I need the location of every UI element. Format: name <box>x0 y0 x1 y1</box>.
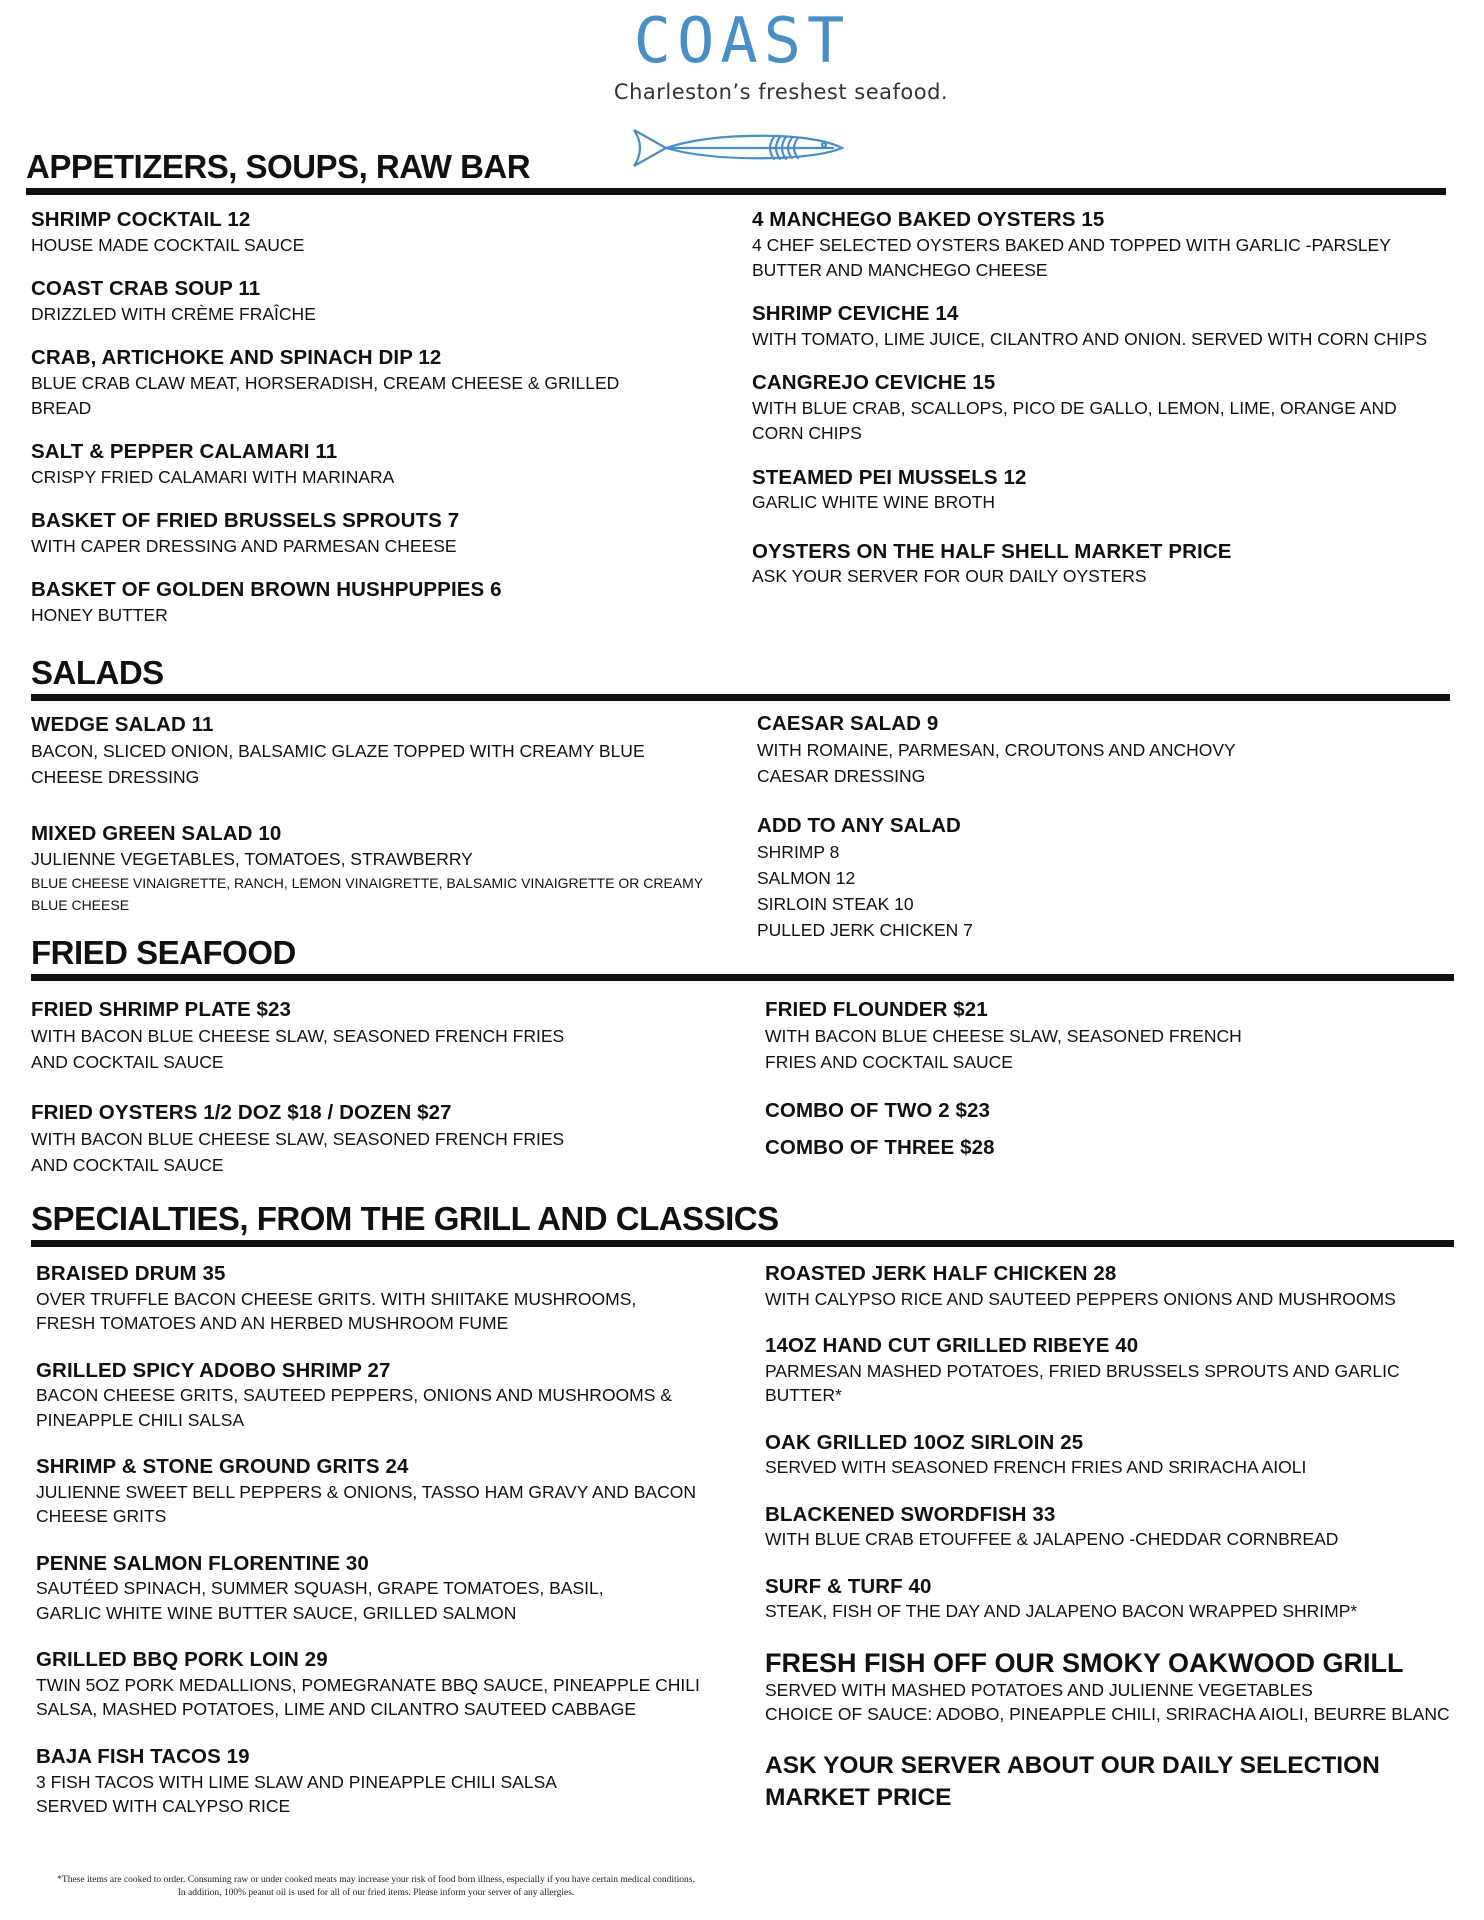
menu-item <box>31 346 671 421</box>
item-desc: OVER TRUFFLE BACON CHEESE GRITS. WITH SHIITAKE MUSHROOMS, FRESH TOMATOES AND AN HERBED MUSHROOM FUME <box>36 1288 637 1334</box>
fish-logo-icon <box>628 124 848 172</box>
item-desc: JULIENNE SWEET BELL PEPPERS & ONIONS, TASSO HAM GRAVY AND BACON CHEESE GRITS <box>36 1481 696 1527</box>
menu-item <box>765 1431 1480 1480</box>
appetizers-left-column <box>31 208 681 628</box>
menu-item <box>765 998 1275 1075</box>
brand-tagline: Charleston’s freshest seafood. <box>613 80 949 104</box>
item-name: ROASTED JERK HALF CHICKEN 28 <box>765 1262 1117 1285</box>
item-desc: BACON, SLICED ONION, BALSAMIC GLAZE TOPPED WITH CREAMY BLUE CHEESE DRESSING <box>31 740 645 787</box>
item-name: OYSTERS ON THE HALF SHELL MARKET PRICE <box>752 539 1232 563</box>
menu-item <box>36 1648 736 1722</box>
footnote <box>36 1874 716 1900</box>
footnote-line: *These items are cooked to order. Consuming raw or under cooked meats may increase your risk of food born illness, especially if you have certain medical conditions. <box>57 1875 695 1885</box>
item-name: FRIED OYSTERS 1/2 DOZ $18 / DOZEN $27 <box>31 1101 452 1125</box>
menu-item <box>31 440 681 490</box>
item-name: STEAMED PEI MUSSELS 12 <box>752 465 1027 489</box>
salads-right-column <box>757 712 1317 944</box>
item-desc: PARMESAN MASHED POTATOES, FRIED BRUSSELS SPROUTS AND GARLIC BUTTER* <box>765 1360 1400 1406</box>
item-desc: TWIN 5OZ PORK MEDALLIONS, POMEGRANATE BBQ SAUCE, PINEAPPLE CHILI SALSA, MASHED POTATOES, LIME AND CILANTRO SAUTEED CABBAGE <box>36 1674 700 1720</box>
menu-item <box>31 578 681 628</box>
menu-item <box>752 466 1442 516</box>
section-title-fried-seafood: FRIED SEAFOOD <box>31 934 296 971</box>
item-name: CANGREJO CEVICHE 15 <box>752 371 996 395</box>
salads-left-column <box>31 713 703 917</box>
item-desc: WITH BACON BLUE CHEESE SLAW, SEASONED FRENCH FRIES AND COCKTAIL SAUCE <box>31 1128 565 1175</box>
item-name: BRAISED DRUM 35 <box>36 1262 226 1285</box>
fried-right-column <box>765 998 1275 1160</box>
item-desc: GARLIC WHITE WINE BROTH <box>752 492 996 513</box>
item-desc: CRISPY FRIED CALAMARI WITH MARINARA <box>31 466 395 487</box>
section-title-salads: SALADS <box>31 654 164 691</box>
item-name: MIXED GREEN SALAD 10 <box>31 822 282 846</box>
item-name: SHRIMP & STONE GROUND GRITS 24 <box>36 1455 409 1479</box>
fresh-fish-block <box>765 1648 1480 1726</box>
daily-selection-title: ASK YOUR SERVER ABOUT OUR DAILY SELECTION <box>765 1752 1380 1780</box>
brand-header <box>0 4 1484 104</box>
item-name: COAST CRAB SOUP 11 <box>31 276 261 300</box>
item-name: FRIED SHRIMP PLATE $23 <box>31 998 292 1021</box>
item-desc: WITH ROMAINE, PARMESAN, CROUTONS AND ANCHOVY CAESAR DRESSING <box>757 739 1236 786</box>
fresh-fish-sauces: CHOICE OF SAUCE: ADOBO, PINEAPPLE CHILI, SRIRACHA AIOLI, BEURRE BLANC <box>765 1703 1450 1724</box>
item-desc: WITH CALYPSO RICE AND SAUTEED PEPPERS ONIONS AND MUSHROOMS <box>765 1288 1396 1309</box>
fresh-fish-title: FRESH FISH OFF OUR SMOKY OAKWOOD GRILL <box>765 1647 1404 1678</box>
addon-item: SHRIMP 8 <box>757 841 840 862</box>
item-name: GRILLED BBQ PORK LOIN 29 <box>36 1648 328 1672</box>
item-desc: WITH TOMATO, LIME JUICE, CILANTRO AND ONION. SERVED WITH CORN CHIPS <box>752 328 1428 349</box>
item-name: GRILLED SPICY ADOBO SHRIMP 27 <box>36 1358 391 1382</box>
combo-two: COMBO OF TWO 2 $23 <box>765 1099 991 1123</box>
menu-item <box>752 540 1442 590</box>
menu-item <box>757 712 1297 789</box>
item-name: 4 MANCHEGO BAKED OYSTERS 15 <box>752 208 1105 231</box>
section-title-appetizers: APPETIZERS, SOUPS, RAW BAR <box>26 148 531 185</box>
menu-item <box>31 1101 601 1178</box>
menu-item <box>31 208 681 258</box>
fried-left-column <box>31 998 601 1178</box>
item-dressings: BLUE CHEESE VINAIGRETTE, RANCH, LEMON VINAIGRETTE, BALSAMIC VINAIGRETTE OR CREAMY BLUE CHEESE <box>31 875 703 914</box>
add-to-salad <box>757 814 1317 944</box>
item-desc: WITH CAPER DRESSING AND PARMESAN CHEESE <box>31 535 457 556</box>
menu-item <box>36 1455 731 1529</box>
item-name: PENNE SALMON FLORENTINE 30 <box>36 1551 369 1575</box>
addon-item: SIRLOIN STEAK 10 <box>757 894 914 915</box>
addon-item: PULLED JERK CHICKEN 7 <box>757 920 973 941</box>
brand-name: COAST <box>633 4 851 77</box>
menu-item <box>765 1334 1455 1408</box>
item-desc: BACON CHEESE GRITS, SAUTEED PEPPERS, ONIONS AND MUSHROOMS & PINEAPPLE CHILI SALSA <box>36 1385 672 1430</box>
item-name: BASKET OF GOLDEN BROWN HUSHPUPPIES 6 <box>31 578 502 602</box>
item-name: BAJA FISH TACOS 19 <box>36 1744 250 1768</box>
item-name: SALT & PEPPER CALAMARI 11 <box>31 440 338 464</box>
item-desc: WITH BLUE CRAB, SCALLOPS, PICO DE GALLO, LEMON, LIME, ORANGE AND CORN CHIPS <box>752 397 1397 444</box>
combo-three: COMBO OF THREE $28 <box>765 1135 995 1159</box>
item-name: WEDGE SALAD 11 <box>31 713 214 736</box>
item-desc: HONEY BUTTER <box>31 604 168 625</box>
item-desc: SAUTÉED SPINACH, SUMMER SQUASH, GRAPE TOMATOES, BASIL, GARLIC WHITE WINE BUTTER SAUCE, GRILLED SALMON <box>36 1578 604 1623</box>
fresh-fish-desc: SERVED WITH MASHED POTATOES AND JULIENNE VEGETABLES <box>765 1680 1313 1701</box>
menu-item <box>31 277 681 327</box>
item-name: BLACKENED SWORDFISH 33 <box>765 1502 1056 1526</box>
item-desc: BLUE CRAB CLAW MEAT, HORSERADISH, CREAM CHEESE & GRILLED BREAD <box>31 372 620 418</box>
item-desc: WITH BLUE CRAB ETOUFFEE & JALAPENO -CHEDDAR CORNBREAD <box>765 1529 1339 1550</box>
item-name: CRAB, ARTICHOKE AND SPINACH DIP 12 <box>31 345 442 369</box>
item-desc: ASK YOUR SERVER FOR OUR DAILY OYSTERS <box>752 566 1147 587</box>
menu-item <box>36 1552 646 1626</box>
footnote-line: In addition, 100% peanut oil is used for all of our fried items. Please inform your server of any allergies. <box>177 1887 575 1898</box>
market-price-label: MARKET PRICE <box>765 1784 952 1812</box>
item-desc: STEAK, FISH OF THE DAY AND JALAPENO BACON WRAPPED SHRIMP* <box>765 1601 1358 1622</box>
section-divider <box>31 694 1450 701</box>
item-desc: JULIENNE VEGETABLES, TOMATOES, STRAWBERRY <box>31 848 473 869</box>
item-desc: DRIZZLED WITH CRÈME FRAÎCHE <box>31 303 316 324</box>
menu-item <box>765 1503 1480 1552</box>
item-name: FRIED FLOUNDER $21 <box>765 998 988 1021</box>
item-desc: SERVED WITH SEASONED FRENCH FRIES AND SRIRACHA AIOLI <box>765 1457 1307 1478</box>
menu-item <box>765 1262 1480 1311</box>
menu-item <box>31 509 681 559</box>
menu-item <box>31 822 703 917</box>
item-name: ADD TO ANY SALAD <box>757 814 961 838</box>
item-name: SHRIMP CEVICHE 14 <box>752 302 959 326</box>
menu-item <box>36 1745 626 1819</box>
item-name: BASKET OF FRIED BRUSSELS SPROUTS 7 <box>31 509 460 533</box>
item-desc: WITH BACON BLUE CHEESE SLAW, SEASONED FRENCH FRIES AND COCKTAIL SAUCE <box>31 1025 565 1072</box>
menu-item <box>36 1359 686 1433</box>
addon-item: SALMON 12 <box>757 867 856 888</box>
menu-item <box>752 302 1442 352</box>
item-desc: 3 FISH TACOS WITH LIME SLAW AND PINEAPPLE CHILI SALSA SERVED WITH CALYPSO RICE <box>36 1771 556 1817</box>
daily-selection-block <box>765 1750 1480 1814</box>
item-name: CAESAR SALAD 9 <box>757 712 939 735</box>
section-divider <box>31 974 1454 981</box>
item-name: OAK GRILLED 10OZ SIRLOIN 25 <box>765 1430 1084 1454</box>
menu-item <box>31 713 681 790</box>
menu-item <box>31 998 601 1075</box>
menu-item <box>752 371 1442 446</box>
item-desc: 4 CHEF SELECTED OYSTERS BAKED AND TOPPED WITH GARLIC -PARSLEY BUTTER AND MANCHEGO CHEESE <box>752 234 1391 280</box>
item-name: 14OZ HAND CUT GRILLED RIBEYE 40 <box>765 1334 1139 1358</box>
menu-item <box>752 208 1442 283</box>
item-name: SHRIMP COCKTAIL 12 <box>31 208 251 231</box>
item-name: SURF & TURF 40 <box>765 1574 932 1598</box>
section-divider <box>26 188 1446 195</box>
menu-item <box>36 1262 676 1336</box>
specialties-left-column <box>36 1262 736 1819</box>
specialties-right-column <box>765 1262 1480 1814</box>
appetizers-right-column <box>752 208 1442 590</box>
menu-item <box>765 1575 1480 1624</box>
section-title-specialties: SPECIALTIES, FROM THE GRILL AND CLASSICS <box>31 1200 779 1237</box>
section-divider <box>31 1240 1454 1247</box>
item-desc: WITH BACON BLUE CHEESE SLAW, SEASONED FRENCH FRIES AND COCKTAIL SAUCE <box>765 1025 1242 1072</box>
item-desc: HOUSE MADE COCKTAIL SAUCE <box>31 234 305 255</box>
